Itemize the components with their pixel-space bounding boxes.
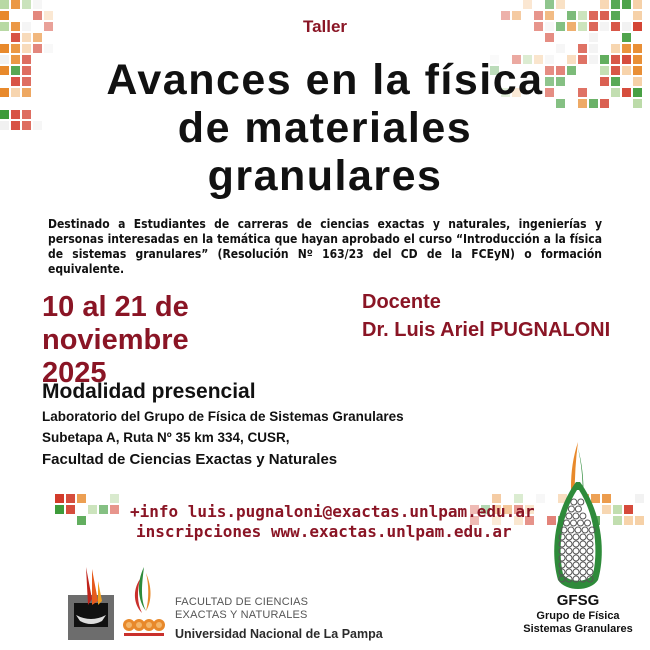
signup-link[interactable]: inscripciones www.exactas.unlpam.edu.ar [136, 522, 512, 541]
mosaic-tile [110, 505, 119, 514]
mosaic-tile [22, 0, 31, 9]
mosaic-tile [66, 494, 75, 503]
mosaic-tile [622, 0, 631, 9]
mosaic-tile [0, 110, 9, 119]
title-line-1: Avances en la física [106, 56, 544, 104]
mosaic-middle-left [55, 494, 135, 534]
mosaic-tile [600, 66, 609, 75]
mosaic-tile [0, 66, 9, 75]
mosaic-tile [613, 516, 622, 525]
mosaic-tile [11, 121, 20, 130]
mosaic-tile [622, 88, 631, 97]
mosaic-tile [556, 44, 565, 53]
mosaic-tile [624, 516, 633, 525]
mosaic-tile [55, 494, 64, 503]
mosaic-tile [635, 516, 644, 525]
mosaic-tile [600, 55, 609, 64]
mosaic-tile [11, 66, 20, 75]
mosaic-tile [633, 0, 642, 9]
mosaic-tile [589, 55, 598, 64]
event-dates [42, 291, 342, 390]
mosaic-tile [99, 505, 108, 514]
gfsg-logo-icon [548, 442, 608, 592]
mosaic-tile [600, 77, 609, 86]
mosaic-tile [22, 110, 31, 119]
mosaic-tile [633, 88, 642, 97]
mosaic-tile [578, 44, 587, 53]
mosaic-tile [589, 44, 598, 53]
group-name-line-2: Sistemas Granulares [523, 623, 633, 635]
mosaic-tile [22, 88, 31, 97]
mosaic-tile [11, 55, 20, 64]
mosaic-tile [22, 66, 31, 75]
faculty-name-line-2: EXACTAS Y NATURALES [175, 609, 308, 621]
mosaic-tile [622, 44, 631, 53]
mosaic-tile [77, 516, 86, 525]
event-kicker: Taller [302, 17, 348, 36]
mosaic-tile [589, 99, 598, 108]
mosaic-tile [545, 0, 554, 9]
fcen-logo-icon [122, 565, 166, 640]
mosaic-tile [0, 0, 9, 9]
location-line-2: Subetapa A, Ruta Nº 35 km 334, CUSR, [42, 430, 290, 445]
mosaic-tile [55, 505, 64, 514]
mosaic-tile [0, 88, 9, 97]
mosaic-tile [633, 77, 642, 86]
mosaic-tile [611, 88, 620, 97]
mosaic-tile [523, 0, 532, 9]
mosaic-tile [11, 88, 20, 97]
mosaic-tile [110, 494, 119, 503]
mosaic-tile [0, 55, 9, 64]
mosaic-tile [66, 505, 75, 514]
mosaic-tile [33, 121, 42, 130]
mosaic-tile [11, 110, 20, 119]
mosaic-tile [600, 0, 609, 9]
teacher-label: Docente [362, 291, 441, 313]
mosaic-tile [611, 77, 620, 86]
audience-description: Destinado a Estudiantes de carreras de ciencias exactas y naturales, ingenierías y personas interesadas en la temática que hayan aprobado el curso “Introducción a la física de sistemas granulares” (Resolución Nº 163/23 del CD de la FCEyN) o formación equivalente. [48, 217, 602, 276]
unlpam-logo-icon [68, 565, 114, 640]
mosaic-tile [611, 66, 620, 75]
mosaic-tile [611, 44, 620, 53]
mosaic-tile [600, 99, 609, 108]
mosaic-tile [11, 0, 20, 9]
title-line-3: granulares [207, 152, 443, 200]
mosaic-tile [622, 55, 631, 64]
mosaic-tile [11, 77, 20, 86]
university-name: Universidad Nacional de La Pampa [175, 627, 383, 641]
mosaic-tile [622, 66, 631, 75]
dates-line-1: 10 al 21 de noviembre [42, 291, 189, 356]
mosaic-tile [611, 0, 620, 9]
title-line-2: de materiales [177, 104, 473, 152]
mosaic-tile [613, 505, 622, 514]
mosaic-tile [624, 505, 633, 514]
mosaic-tile [77, 494, 86, 503]
mosaic-tile [22, 121, 31, 130]
mosaic-tile [0, 121, 9, 130]
group-abbreviation: GFSG [556, 592, 600, 609]
mosaic-tile [556, 0, 565, 9]
dates-line-2: 2025 [42, 357, 107, 389]
faculty-name-line-1: FACULTAD DE CIENCIAS [175, 596, 309, 608]
mosaic-tile [633, 99, 642, 108]
mosaic-tile [22, 77, 31, 86]
location-line-1: Laboratorio del Grupo de Física de Sistemas Granulares [42, 409, 404, 424]
mosaic-tile [22, 44, 31, 53]
mosaic-tile [88, 505, 97, 514]
location-line-3: Facultad de Ciencias Exactas y Naturales [42, 451, 338, 468]
mosaic-tile [633, 44, 642, 53]
mosaic-tile [22, 55, 31, 64]
modality-heading: Modalidad presencial [42, 380, 256, 403]
mosaic-tile [611, 55, 620, 64]
mosaic-tile [633, 66, 642, 75]
mosaic-tile [11, 44, 20, 53]
event-title [60, 56, 590, 200]
mosaic-tile [33, 44, 42, 53]
mosaic-tile [633, 55, 642, 64]
mosaic-tile [0, 44, 9, 53]
mosaic-tile [44, 44, 53, 53]
contact-info-link[interactable]: +info luis.pugnaloni@exactas.unlpam.edu.ar [130, 502, 535, 521]
mosaic-tile [33, 0, 42, 9]
group-name-line-1: Grupo de Física [536, 610, 620, 622]
teacher-name: Dr. Luis Ariel PUGNALONI [362, 319, 611, 341]
mosaic-tile [635, 494, 644, 503]
mosaic-tile [536, 494, 545, 503]
